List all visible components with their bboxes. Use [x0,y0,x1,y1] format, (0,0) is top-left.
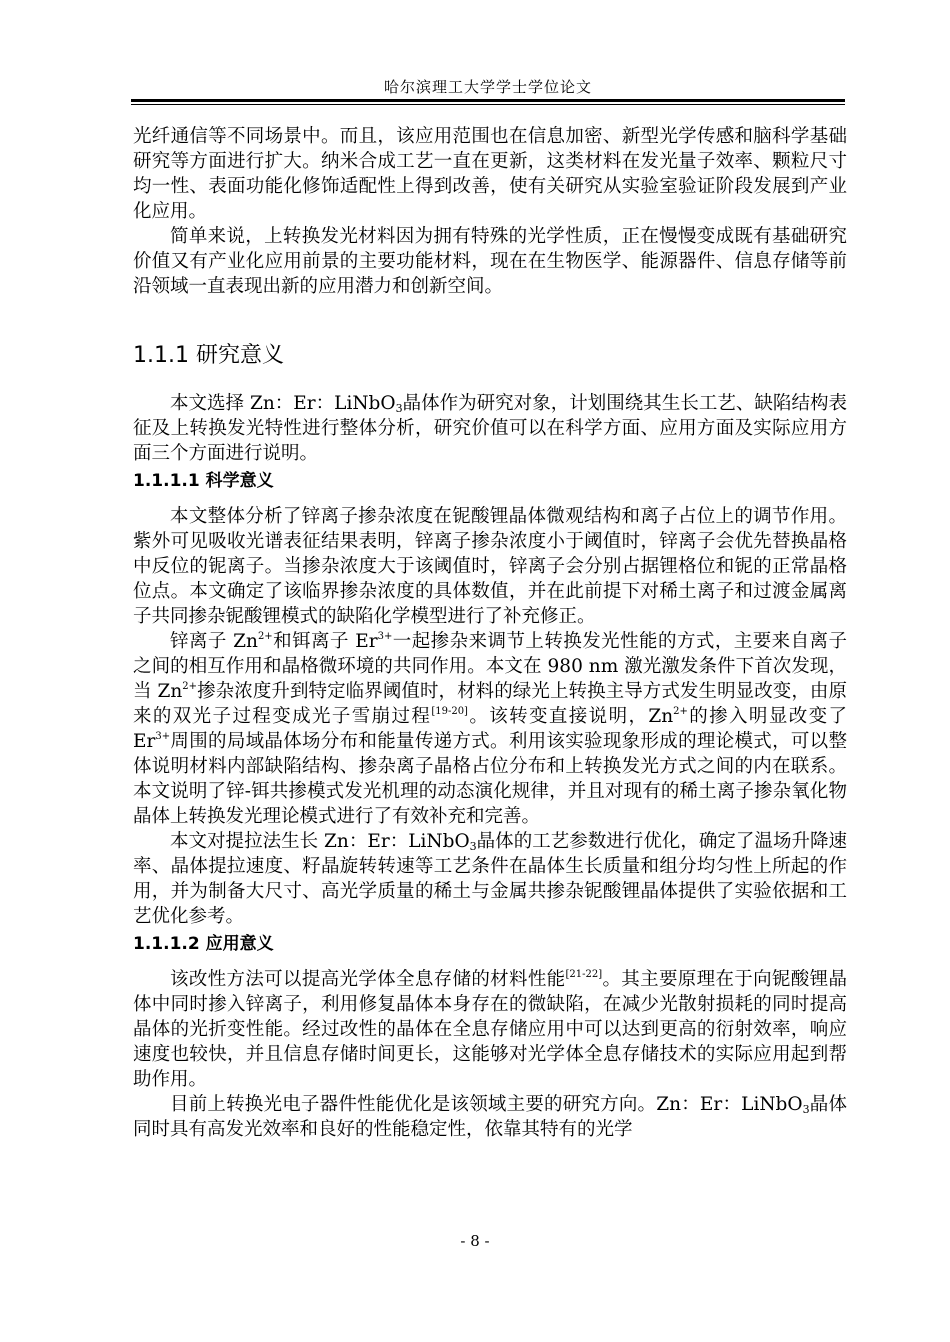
subsection-heading-1-1-1-1: 1.1.1.1 科学意义 [133,471,274,491]
paragraph-5: 锌离子 $Zn^{2+}$和铒离子 $Er^{3+}$一起掺杂来调节上转换发光性能的方式，主要来自离子之间的相互作用和晶格微环境的共同作用。本文在 980 nm 激光激发条件下首次发现，当 $Zn^{2+}$掺杂浓度升到特定临界阈值时，材料的绿光上转换主导方式发生明显改变，由原来的双光子过程变成光子雪崩过程[19-20]。该转变直接说明，$Zn^{2+}$的掺入明显改变了 $Er^{3+}$周围的局域晶体场分布和能量传递方式。利用该实验现象形成的理论模式，可以整体说明材料内部缺陷结构、掺杂离子晶格占位分布和上转换发光方式之间的内在联系。本文说明了锌-铒共掺模式发光机理的动态演化规律，并且对现有的稀土离子掺杂氧化物晶体上转换发光理论模式进行了有效补充和完善。 [133,631,848,827]
subsection-heading-1-1-1-2: 1.1.1.2 应用意义 [133,934,274,954]
page-body [133,124,847,1142]
paragraph-1: 光纤通信等不同场景中。而且，该应用范围也在信息加密、新型光学传感和脑科学基础研究等方面进行扩大。纳米合成工艺一直在更新，这类材料在发光量子效率、颗粒尺寸均一性、表面功能化修饰适配性上得到改善，使有关研究从实验室验证阶段发展到产业化应用。 [133,126,847,222]
citation: [19-20] [431,706,468,717]
citation: [21-22] [565,969,603,980]
paragraph-7: 该改性方法可以提高光学体全息存储的材料性能[21-22]。其主要原理在于向铌酸锂晶体中同时掺入锌离子，利用修复晶体本身存在的微缺陷，在减少光散射损耗的同时提高晶体的光折变性能。经过改性的晶体在全息存储应用中可以达到更高的衍射效率，响应速度也较快，并且信息存储时间更长，这能够对光学体全息存储技术的实际应用起到帮助作用。 [133,969,847,1090]
running-header: 哈尔滨理工大学学士学位论文 [383,78,592,96]
section-heading-1-1-1: 1.1.1 研究意义 [133,343,284,368]
paragraph-8: 目前上转换光电子器件性能优化是该领域主要的研究方向。Zn：Er：LiNbO$_3$晶体同时具有高发光效率和良好的性能稳定性，依靠其特有的光学 [133,1094,847,1140]
paragraph-6: 本文对提拉法生长 Zn：Er：LiNbO$_3$晶体的工艺参数进行优化，确定了温场升降速率、晶体提拉速度、籽晶旋转转速等工艺条件在晶体生长质量和组分均匀性上所起的作用，并为制备大尺寸、高光学质量的稀土与金属共掺杂铌酸锂晶体提供了实验依据和工艺优化参考。 [133,831,847,927]
paragraph-4: 本文整体分析了锌离子掺杂浓度在铌酸锂晶体微观结构和离子占位上的调节作用。紫外可见吸收光谱表征结果表明，锌离子掺杂浓度小于阈值时，锌离子会优先替换晶格中反位的铌离子。当掺杂浓度大于该阈值时，锌离子会分别占据锂格位和铌的正常晶格位点。本文确定了该临界掺杂浓度的具体数值，并在此前提下对稀土离子和过渡金属离子共同掺杂铌酸锂模式的缺陷化学模型进行了补充修正。 [133,506,847,627]
header-rule-thick [131,99,845,102]
paragraph-2: 简单来说，上转换发光材料因为拥有特殊的光学性质，正在慢慢变成既有基础研究价值又有产业化应用前景的主要功能材料，现在在生物医学、能源器件、信息存储等前沿领域一直表现出新的应用潜力和创新空间。 [133,226,847,297]
paragraph-3: 本文选择 Zn：Er：LiNbO$_3$晶体作为研究对象，计划围绕其生长工艺、缺陷结构表征及上转换发光特性进行整体分析，研究价值可以在科学方面、应用方面及实际应用方面三个方面进行说明。 [133,393,847,464]
page-number: - 8 - [460,1232,490,1250]
header-rule-thin [131,104,845,105]
